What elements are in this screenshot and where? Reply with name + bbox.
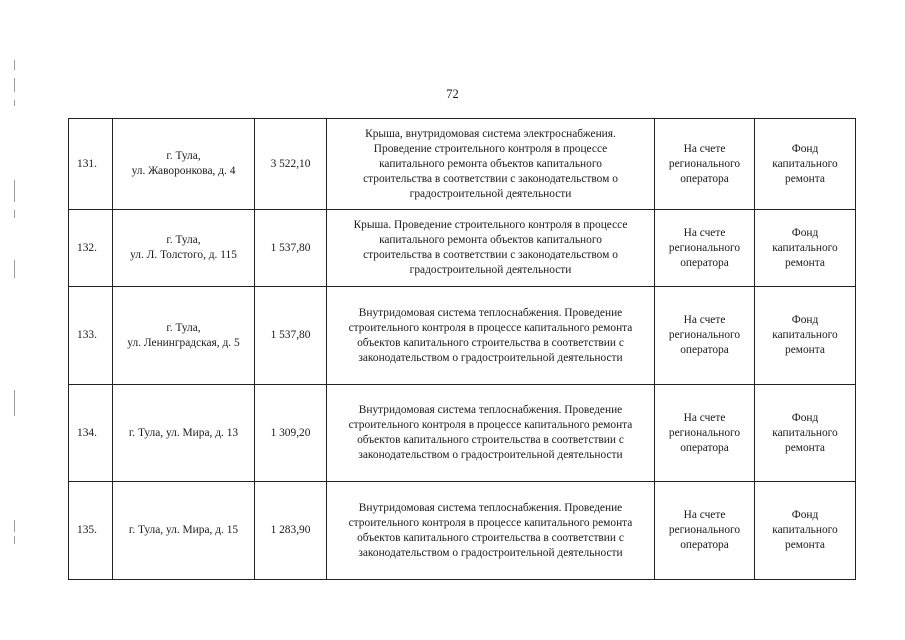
address-cell (113, 482, 255, 580)
source-line: ремонта (785, 441, 825, 454)
owner-line: регионального (668, 157, 741, 170)
owner-line: оператора (680, 441, 729, 454)
works-line: строительного контроля в процессе капитального ремонта (348, 516, 633, 529)
source-line: ремонта (785, 539, 825, 551)
account-owner-cell (655, 482, 755, 580)
table-row (69, 287, 856, 385)
source-line: Фонд (791, 226, 819, 239)
scan-edge-marks (14, 60, 18, 580)
source-line: капитального (772, 426, 838, 439)
row-number: 135. (69, 482, 113, 580)
works-line: градостроительной деятельности (409, 264, 572, 276)
address-cell (113, 119, 255, 210)
works-line: Внутридомовая система теплоснабжения. Проведение (358, 306, 623, 319)
works-line: строительного контроля в процессе капитального ремонта (348, 419, 633, 431)
owner-line: регионального (668, 241, 741, 254)
address-cell (113, 210, 255, 287)
address-line: г. Тула, (166, 321, 201, 334)
address-line: ул. Л. Толстого, д. 115 (130, 249, 237, 261)
funding-source-cell (755, 385, 856, 482)
capital-repair-table (68, 118, 856, 580)
account-owner-cell (655, 210, 755, 287)
account-owner-cell (655, 385, 755, 482)
table-row (69, 385, 856, 482)
table-row (69, 210, 856, 287)
address-cell (113, 287, 255, 385)
cost-cell: 1 283,90 (255, 482, 327, 580)
table-row (69, 482, 856, 580)
cost-cell: 1 537,80 (255, 287, 327, 385)
address-line: г. Тула, (166, 234, 201, 246)
account-owner-cell (655, 287, 755, 385)
source-line: Фонд (791, 142, 819, 155)
works-line: объектов капитального строительства в соответствии с (357, 531, 624, 544)
works-line: строительного контроля в процессе капитального ремонта (348, 321, 633, 334)
owner-line: На счете (683, 314, 726, 326)
works-line: Крыша, внутридомовая система электроснабжения. (365, 127, 616, 140)
owner-line: оператора (680, 256, 729, 269)
works-line: законодательством о градостроительной деятельности (358, 546, 623, 559)
works-line: законодательством о градостроительной деятельности (358, 449, 623, 461)
works-description-cell (327, 287, 655, 385)
table-row (69, 119, 856, 210)
row-number: 134. (69, 385, 113, 482)
funding-source-cell (755, 119, 856, 210)
source-line: капитального (772, 329, 838, 341)
source-line: ремонта (785, 172, 825, 185)
cost-cell: 1 309,20 (255, 385, 327, 482)
row-number: 132. (69, 210, 113, 287)
owner-line: На счете (683, 411, 726, 424)
address-line: г. Тула, ул. Мира, д. 15 (128, 524, 239, 536)
source-line: ремонта (785, 256, 825, 269)
owner-line: регионального (668, 426, 741, 439)
works-line: строительства в соответствии с законодательством о (363, 172, 618, 185)
page-number: 72 (446, 87, 459, 101)
owner-line: оператора (680, 539, 729, 551)
cost-cell: 3 522,10 (255, 119, 327, 210)
row-number: 131. (69, 119, 113, 210)
row-number: 133. (69, 287, 113, 385)
owner-line: На счете (683, 509, 726, 521)
source-line: ремонта (785, 344, 825, 356)
address-line: г. Тула, (166, 150, 201, 162)
works-line: строительства в соответствии с законодательством о (363, 249, 618, 261)
works-line: Внутридомовая система теплоснабжения. Проведение (358, 501, 623, 514)
owner-line: На счете (683, 226, 726, 239)
works-description-cell (327, 210, 655, 287)
owner-line: оператора (680, 344, 729, 356)
source-line: капитального (772, 524, 838, 536)
works-line: градостроительной деятельности (409, 187, 572, 200)
source-line: капитального (772, 241, 838, 254)
works-line: законодательством о градостроительной деятельности (358, 351, 623, 364)
cost-cell: 1 537,80 (255, 210, 327, 287)
owner-line: регионального (668, 329, 741, 341)
works-description-cell (327, 385, 655, 482)
owner-line: регионального (668, 524, 741, 536)
address-line: ул. Ленинградская, д. 5 (127, 336, 240, 349)
owner-line: оператора (680, 172, 729, 185)
source-line: капитального (772, 157, 838, 170)
works-line: объектов капитального строительства в соответствии с (357, 434, 624, 446)
funding-source-cell (755, 287, 856, 385)
address-cell (113, 385, 255, 482)
owner-line: На счете (683, 142, 726, 155)
works-description-cell (327, 119, 655, 210)
works-line: Внутридомовая система теплоснабжения. Проведение (358, 404, 623, 416)
funding-source-cell (755, 482, 856, 580)
source-line: Фонд (791, 509, 819, 521)
works-description-cell (327, 482, 655, 580)
source-line: Фонд (791, 314, 819, 326)
address-line: ул. Жаворонкова, д. 4 (131, 165, 236, 177)
works-line: Проведение строительного контроля в процессе (373, 142, 608, 155)
address-line: г. Тула, ул. Мира, д. 13 (128, 426, 239, 439)
works-line: капитального ремонта объектов капитального (379, 234, 602, 246)
source-line: Фонд (791, 411, 819, 424)
account-owner-cell (655, 119, 755, 210)
works-line: объектов капитального строительства в соответствии с (357, 336, 624, 349)
works-line: капитального ремонта объектов капитального (379, 157, 602, 170)
works-line: Крыша. Проведение строительного контроля в процессе (353, 219, 628, 231)
funding-source-cell (755, 210, 856, 287)
